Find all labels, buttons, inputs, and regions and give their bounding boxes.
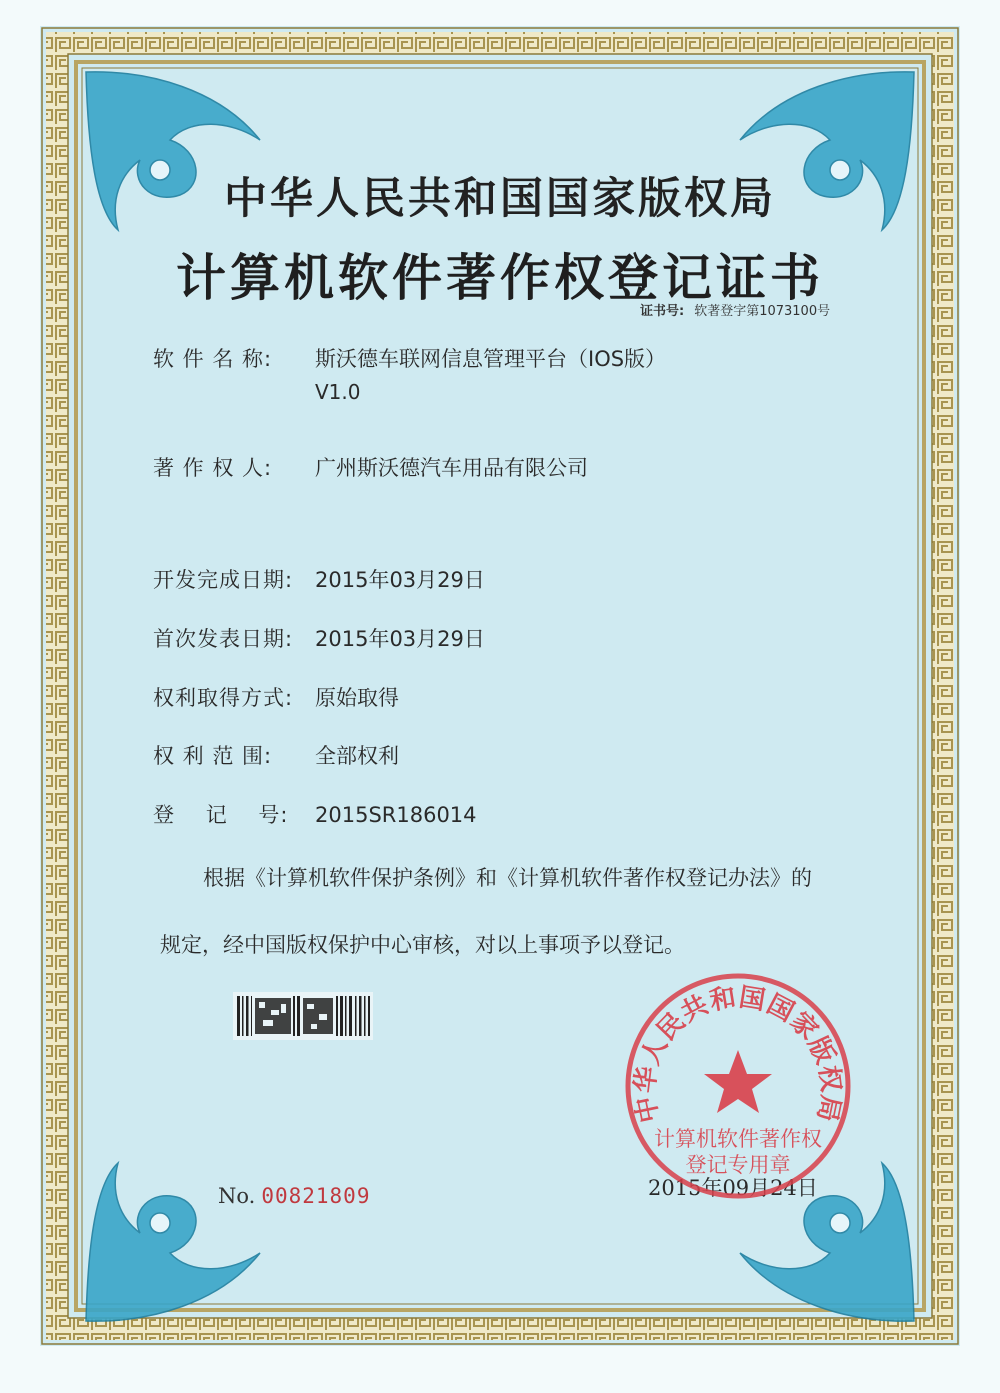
- seal-line-1: 计算机软件著作权: [654, 1127, 822, 1151]
- certificate-number-label: 证书号:: [640, 304, 685, 319]
- legal-text-line-2: 规定，经中国版权保护中心审核，对以上事项予以登记。: [160, 933, 685, 957]
- field-completion-date: [153, 564, 485, 594]
- field-label: 开发完成日期:: [153, 568, 294, 592]
- field-registration-number: [153, 799, 477, 829]
- seal-line-2: 登记专用章: [685, 1153, 791, 1177]
- field-value: 全部权利: [315, 744, 399, 768]
- software-version: V1.0: [315, 380, 361, 404]
- certificate-number: [640, 300, 830, 319]
- field-value: 广州斯沃德汽车用品有限公司: [315, 456, 588, 480]
- serial-label: No.: [218, 1184, 256, 1208]
- field-value: 2015年03月29日: [315, 568, 485, 592]
- serial-number: [218, 1184, 370, 1208]
- serial-value: 00821809: [261, 1184, 371, 1208]
- star-icon: [704, 1050, 772, 1113]
- legal-text-line-1: 根据《计算机软件保护条例》和《计算机软件著作权登记办法》的: [203, 866, 812, 890]
- field-label: 登 记 号:: [153, 803, 289, 827]
- certificate-title: 计算机软件著作权登记证书: [176, 248, 824, 307]
- issue-date: 2015年09月24日: [648, 1176, 818, 1200]
- certificate-number-value: 软著登字第1073100号: [694, 304, 831, 319]
- field-label: 著 作 权 人:: [153, 456, 273, 480]
- field-label: 权 利 范 围:: [153, 744, 273, 768]
- official-seal: [618, 966, 858, 1206]
- field-value: 2015SR186014: [315, 803, 477, 827]
- field-label: 权利取得方式:: [153, 686, 294, 710]
- field-value: 斯沃德车联网信息管理平台（IOS版）: [315, 347, 667, 371]
- field-copyright-owner: [153, 452, 588, 482]
- field-value: 原始取得: [315, 686, 399, 710]
- field-label: 软 件 名 称:: [153, 347, 273, 371]
- field-publication-date: [153, 623, 485, 653]
- field-value: 2015年03月29日: [315, 627, 485, 651]
- barcode: [233, 992, 373, 1040]
- seal-ring-text: 中华人民共和国国家版权局: [630, 982, 846, 1126]
- field-label: 首次发表日期:: [153, 627, 294, 651]
- issuer-title: 中华人民共和国国家版权局: [224, 174, 776, 224]
- field-acquisition-method: [153, 682, 399, 712]
- field-rights-scope: [153, 740, 399, 770]
- field-software-name: [153, 343, 666, 373]
